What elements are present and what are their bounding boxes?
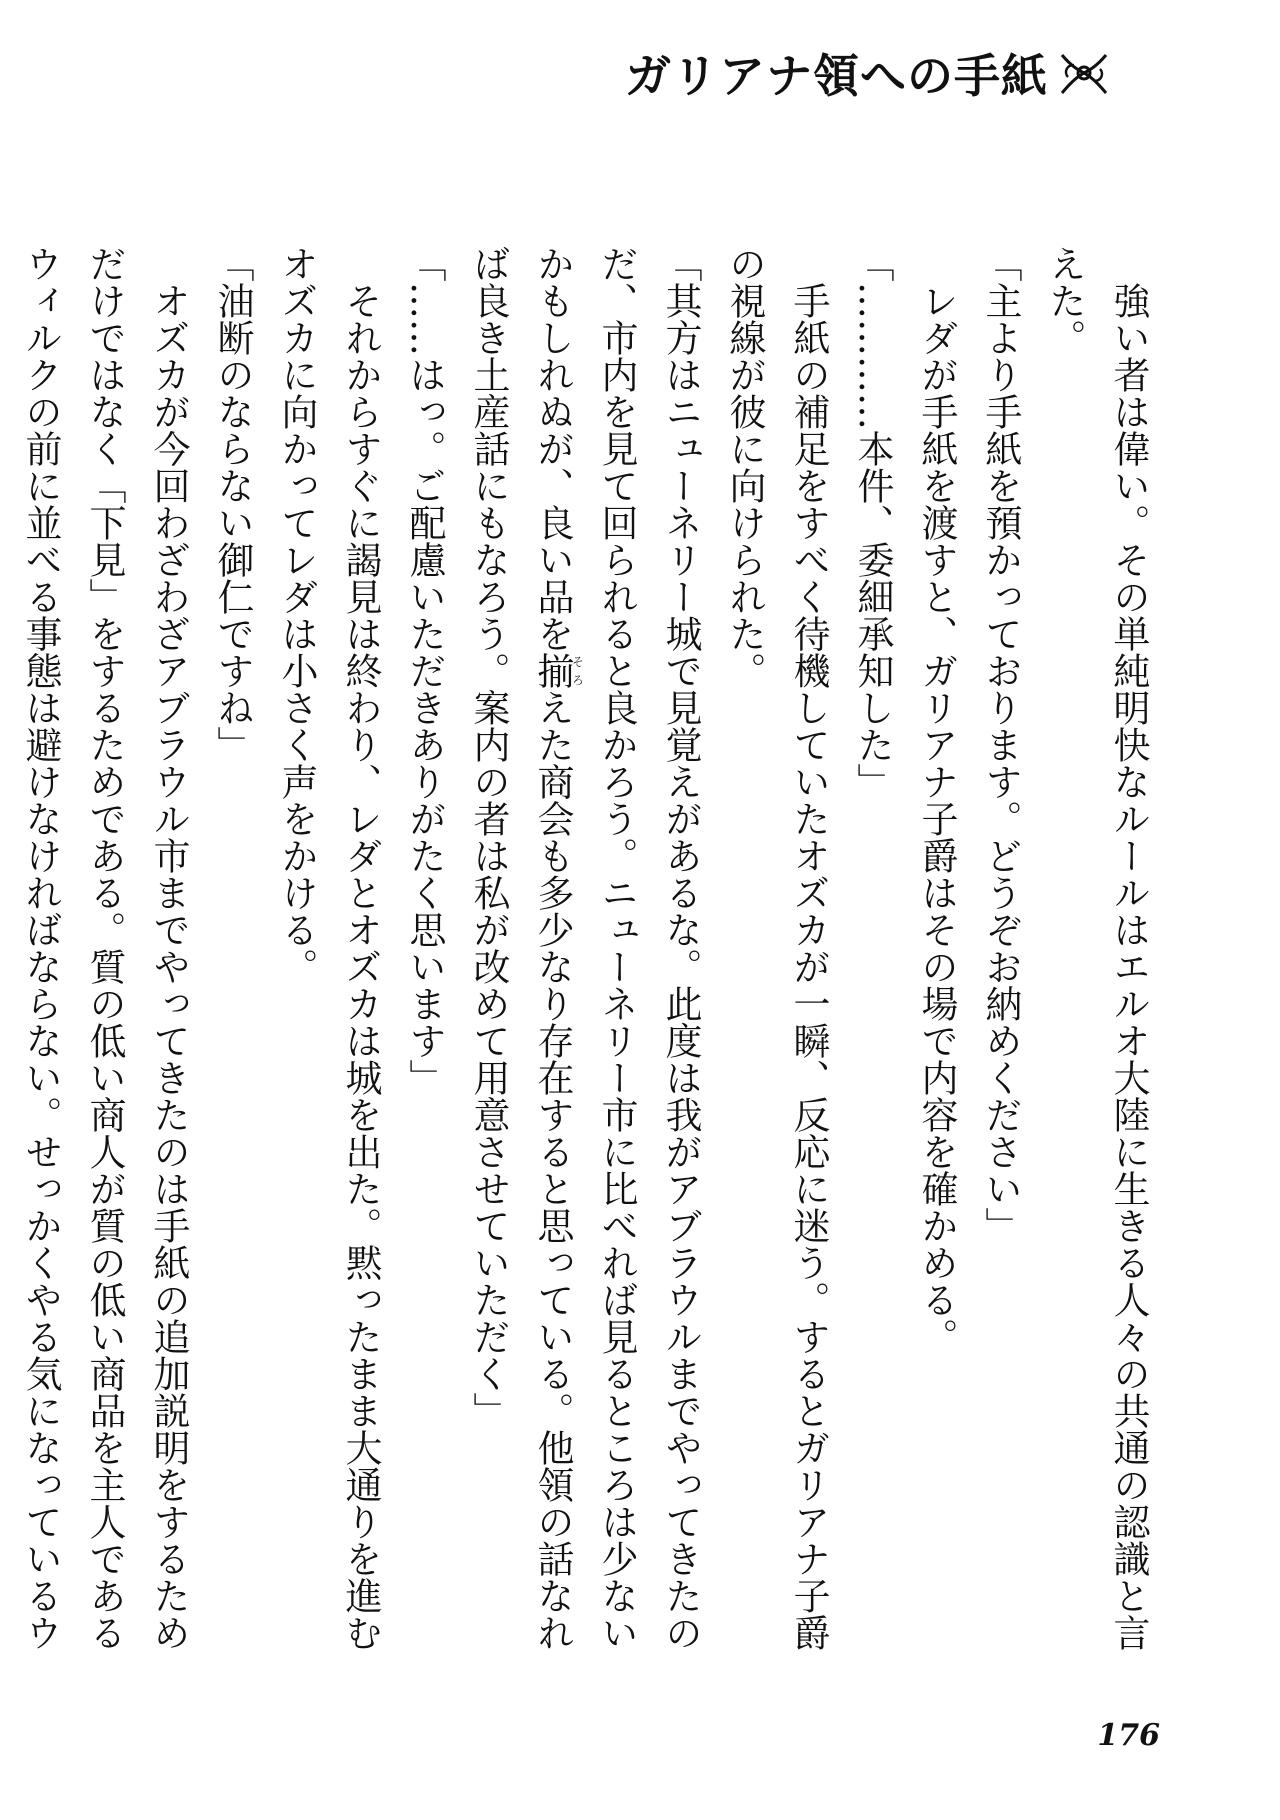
dialogue-line-3 [456,245,712,1665]
paragraph-5: オズカが今回わざわざアブラウル市までやってきたのは手紙の追加説明をするためだけではなく「下見」をするためである。質の低い商人が質の低い商品を主人であるウィルクの前に並べる事態は避けなければならない。せっかくやる気になっているウ [19,245,190,1651]
paragraph-3: 手紙の補足をすべく待機していたオズカが一瞬、反応に迷う。するとガリアナ子爵の視線が彼に向けられた。 [723,245,830,1651]
dialogue-line-1: 「主より手紙を預かっております。どうぞお納めください」 [979,245,1022,1244]
running-head [625,40,1110,106]
flourish-icon [1058,47,1110,99]
ruby-reading: そろ [570,652,585,689]
dialogue-line-3-before: 「其方はニューネリー城で見覚えがあるな。此度は我がアブラウルまでやってきたのだ、市内を見て回られると良かろう。ニューネリー市に比べれば見るところは少ないかもしれぬが、良い品を [531,245,702,1651]
paragraph-4: それからすぐに謁見は終わり、レダとオズカは城を出た。黙ったまま大通りを進むオズカに向かってレダは小さく声をかける。 [275,245,382,1651]
chapter-title: ガリアナ領への手紙 [625,49,1048,103]
ruby-annotation [531,652,585,689]
body-text [19,245,1160,1665]
dialogue-line-4: 「……はっ。ご配慮いただきありがたく思います」 [403,245,446,1096]
dialogue-line-3-after: えた商会も多少なり存在すると思っている。他領の話なれば良き土産話にもなろう。案内の者は私が改めて用意させていただく」 [467,245,574,1651]
dialogue-line-2: 「…………本件、委細承知した」 [851,245,894,800]
dialogue-line-5: 「油断のならない御仁ですね」 [211,245,254,763]
paragraph-2: レダが手紙を渡すと、ガリアナ子爵はその場で内容を確かめる。 [915,282,958,1355]
page-number: 176 [1097,1718,1160,1753]
ruby-base: 揃 [531,652,574,689]
paragraph-1: 強い者は偉い。その単純明快なルールはエルオ大陸に生きる人々の共通の認識と言えた。 [1043,245,1150,1651]
